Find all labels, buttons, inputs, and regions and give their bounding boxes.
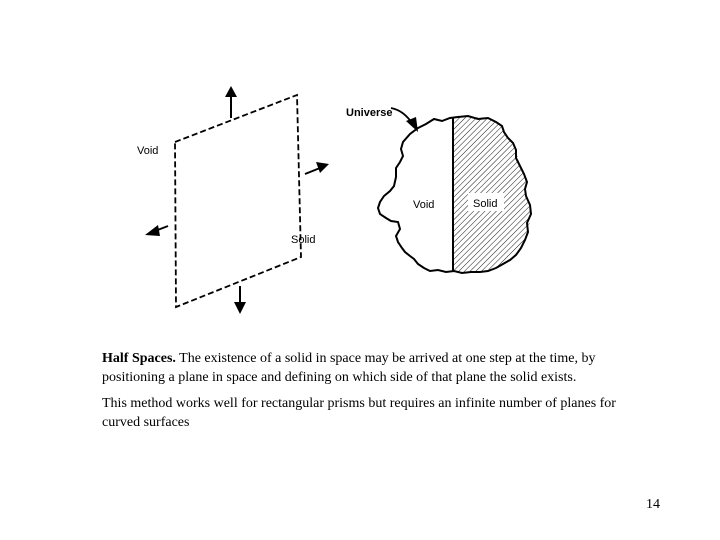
universe-label: Universe — [346, 107, 393, 119]
universe-diagram — [346, 100, 553, 300]
arrow-left-icon — [145, 225, 168, 236]
caption-lead: Half Spaces. — [102, 351, 176, 366]
caption — [102, 349, 622, 439]
universe-void-label: Void — [413, 199, 435, 211]
caption-paragraph-2: This method works well for rectangular prisms but requires an infinite number of planes for curved surfaces — [102, 396, 616, 430]
caption-paragraph-1-body: The existence of a solid in space may be arrived at one step at the time, by positioning a plane in space and defining on which side of that plane the solid exists. — [102, 351, 596, 385]
plane-void-label: Void — [137, 145, 159, 157]
page-number: 14 — [646, 497, 660, 512]
arrow-up-icon — [225, 86, 237, 118]
dashed-plane — [175, 95, 301, 307]
caption-paragraph-1 — [102, 349, 622, 387]
half-space-plane-diagram — [137, 86, 329, 314]
universe-pointer-icon — [391, 108, 418, 132]
universe-solid-label: Solid — [473, 198, 498, 210]
arrow-right-icon — [305, 162, 329, 174]
plane-solid-label: Solid — [291, 234, 316, 246]
arrow-down-icon — [234, 286, 246, 314]
